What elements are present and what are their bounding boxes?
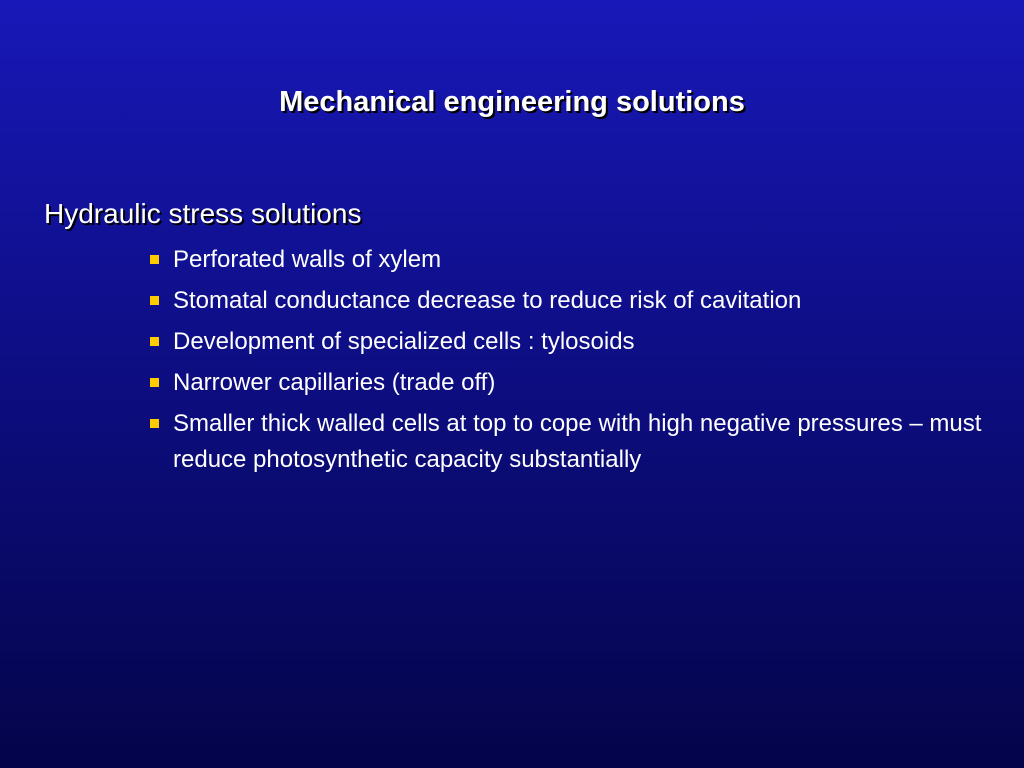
bullet-text: Development of specialized cells : tylosoids (173, 328, 635, 355)
bullet-list (148, 242, 1008, 483)
square-bullet-icon (150, 378, 159, 387)
section-heading: Hydraulic stress solutions (44, 198, 362, 229)
square-bullet-icon (150, 255, 159, 264)
list-item (148, 365, 1008, 401)
square-bullet-icon (150, 296, 159, 305)
list-item (148, 283, 1008, 319)
bullet-text: Perforated walls of xylem (173, 246, 442, 273)
list-item (148, 324, 1008, 360)
square-bullet-icon (150, 419, 159, 428)
slide-title: Mechanical engineering solutions (279, 86, 745, 118)
bullet-text: Stomatal conductance decrease to reduce risk of cavitation (173, 287, 802, 314)
bullet-text: Smaller thick walled cells at top to cope with high negative pressures – must reduce photosynthetic capacity substantially (173, 410, 982, 473)
square-bullet-icon (150, 337, 159, 346)
bullet-text: Narrower capillaries (trade off) (173, 369, 496, 396)
list-item (148, 242, 1008, 278)
list-item (148, 406, 1008, 478)
